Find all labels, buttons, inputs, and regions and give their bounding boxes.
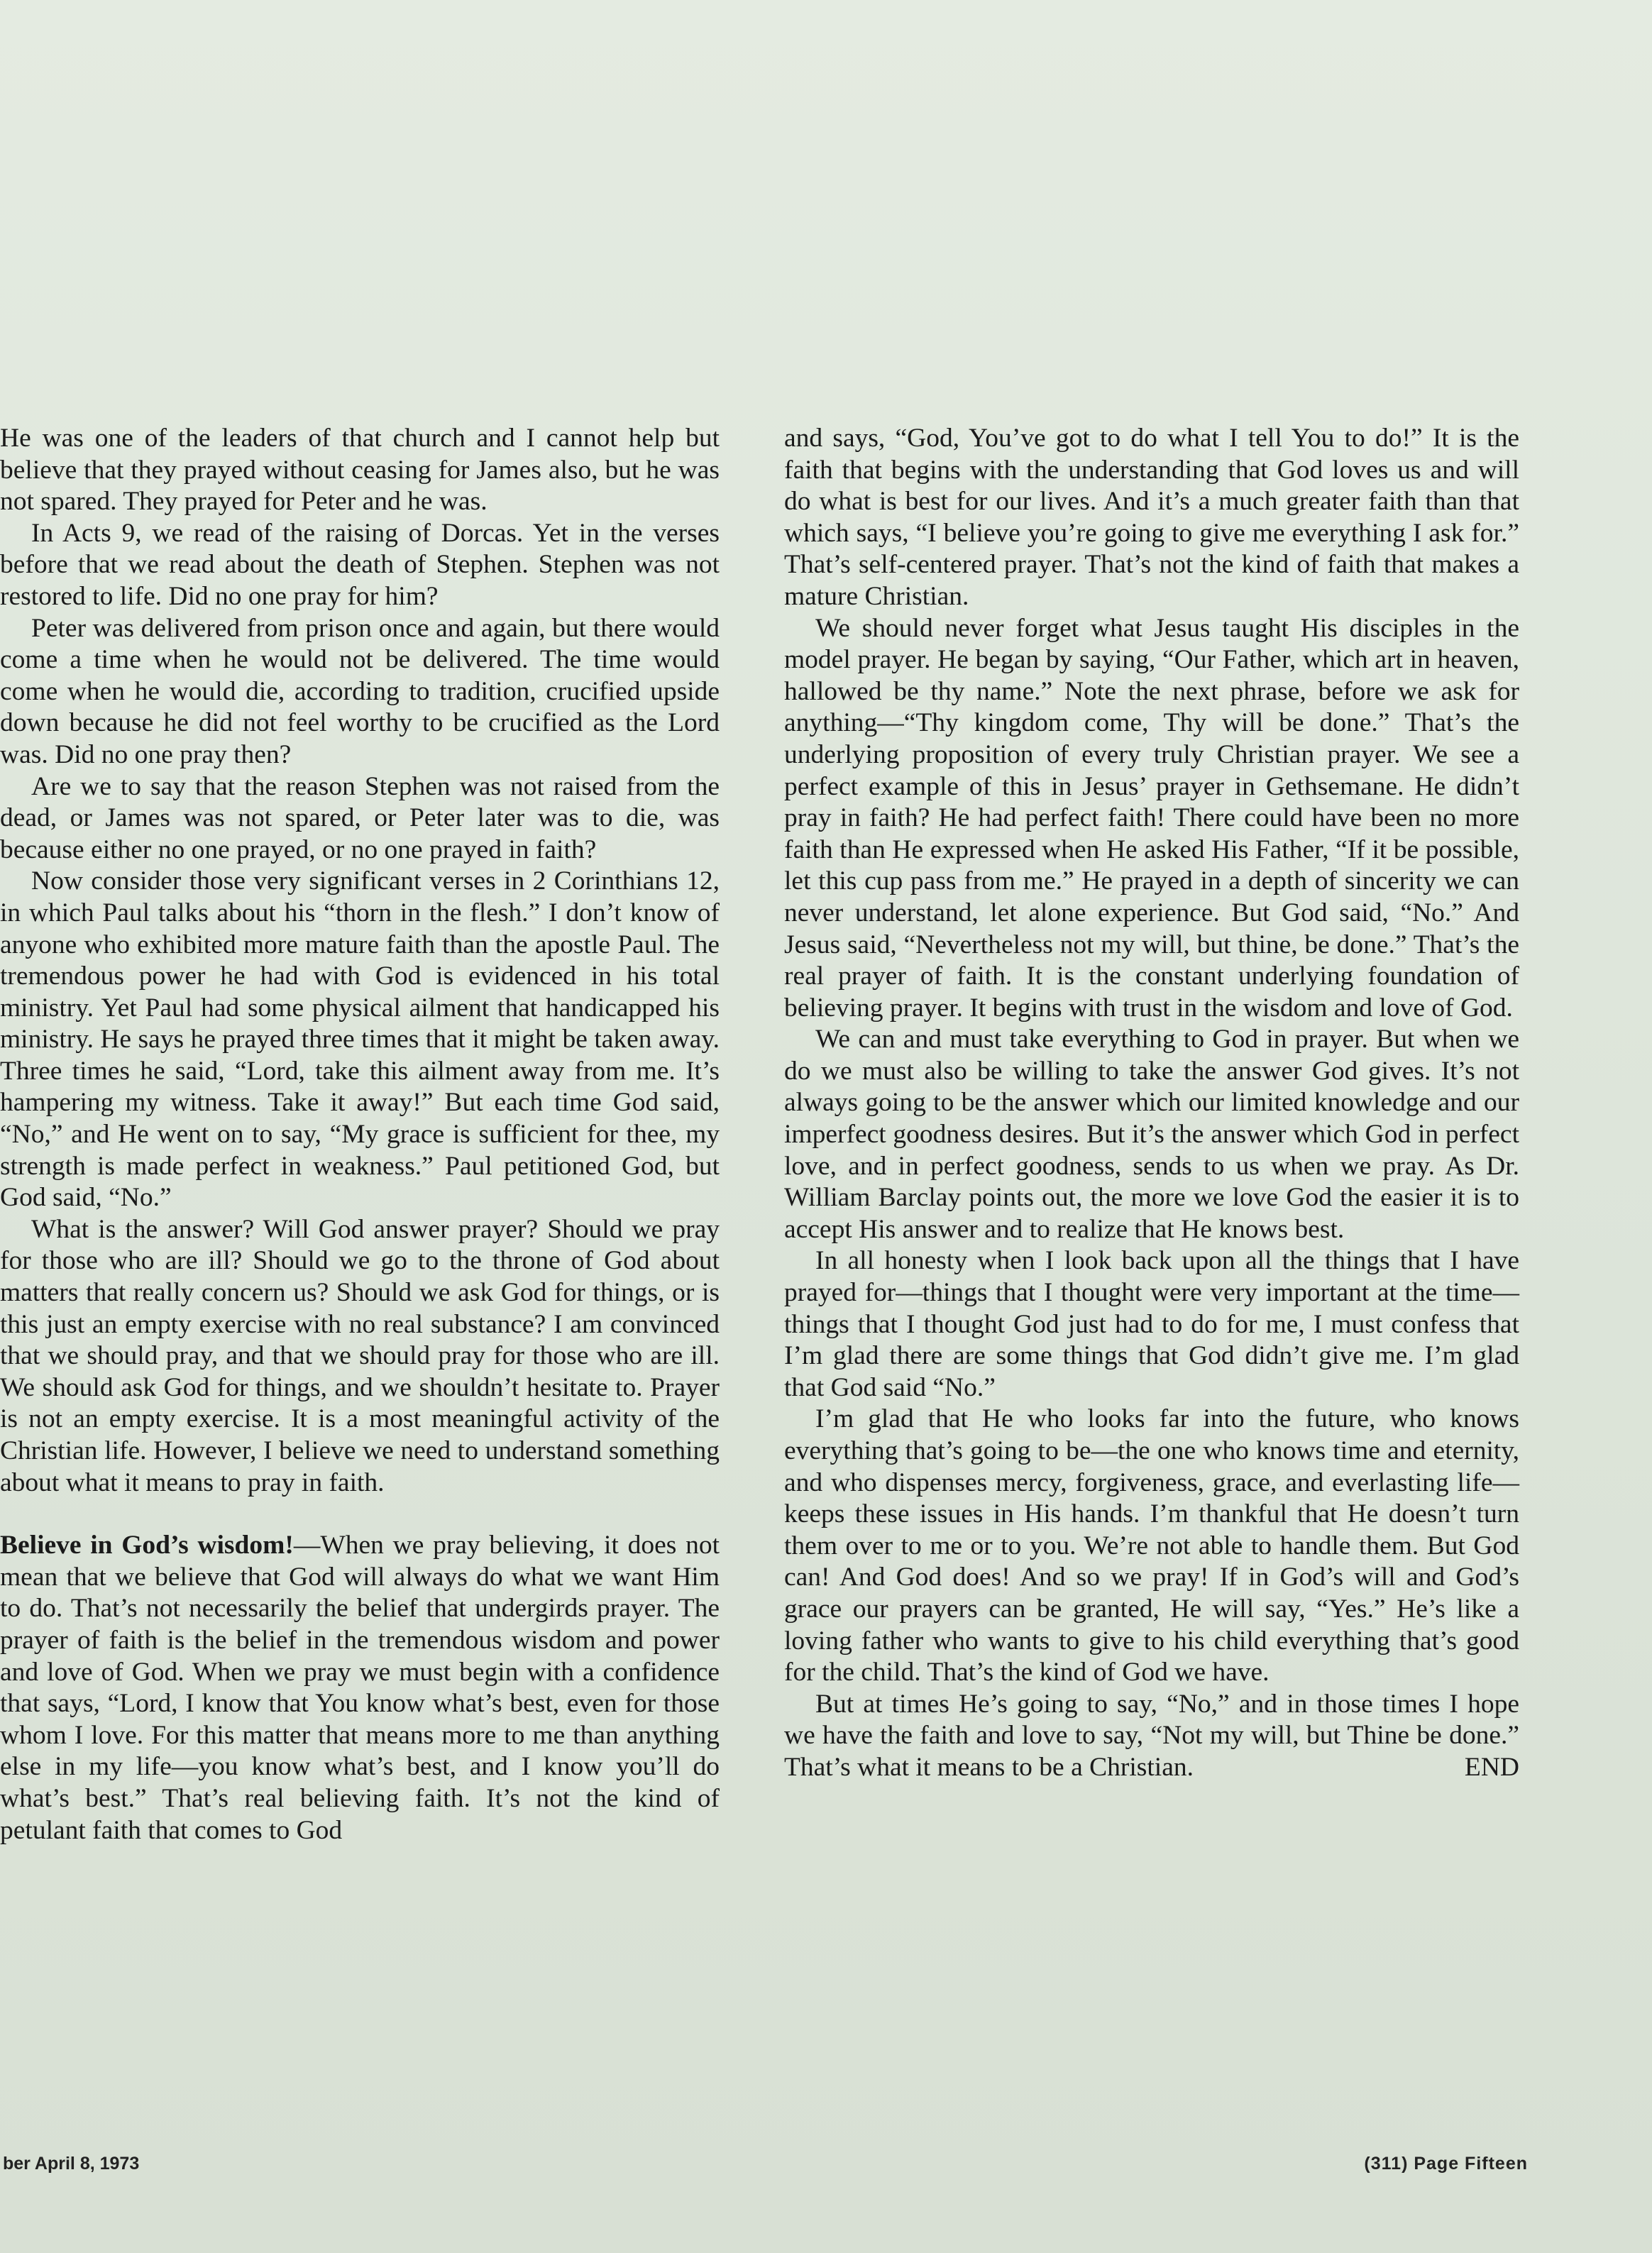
section-spacer — [0, 1499, 720, 1530]
paragraph: He was one of the leaders of that church and I cannot help but believe that they prayed without ceasing for James also, but he was not spared. They prayed for Peter and he was. — [0, 424, 720, 517]
paragraph: But at times He’s going to say, “No,” and in those times I hope we have the faith and love to say, “Not my will, but Thine be done.” That’s what it means to be a Christian. — [784, 1689, 1519, 1782]
paragraph: Are we to say that the reason Stephen was not raised from the dead, or James was not spared, or Peter later was to die, was because either no one prayed, or no one prayed in faith? — [0, 771, 720, 864]
paragraph: Peter was delivered from prison once and again, but there would come a time when he would not be delivered. The time would come when he would die, according to tradition, crucified upside down because he did not feel worthy to be crucified as the Lord was. Did no one pray then? — [0, 613, 720, 769]
paragraph: What is the answer? Will God answer prayer? Should we pray for those who are ill? Should we go to the throne of God about matters that really concern us? Should we ask God for things, or is this just an empty exercise with no real substance? I am convinced that we should pray, and that we should pray for those who are ill. We should ask God for things, and we shouldn’t hesitate to. Prayer is not an empty exercise. It is a most meaningful activity of the Christian life. However, I believe we need to understand something about what it means to pray in faith. — [0, 1214, 720, 1497]
paragraph: Now consider those very significant verses in 2 Corinthians 12, in which Paul talks about his “thorn in the flesh.” I don’t know of anyone who exhibited more mature faith than the apostle Paul. The tremendous power he had with God is evidenced in his total ministry. Yet Paul had some physical ailment that handicapped his ministry. He says he prayed three times that it might be taken away. Three times he said, “Lord, take this ailment away from me. It’s hampering my witness. Take it away!” But each time God said, “No,” and He went on to say, “My grace is sufficient for thee, my strength is made perfect in weakness.” Paul petitioned God, but God said, “No.” — [0, 866, 720, 1213]
section-subhead: Believe in God’s wisdom! — [0, 1531, 294, 1560]
subhead-paragraph — [0, 1530, 720, 1846]
paragraph: We can and must take everything to God in prayer. But when we do we must also be willing to take the answer God gives. It’s not always going to be the answer which our limited knowledge and our imperfect goodness desires. But it’s the answer which God in perfect love, and in perfect goodness, sends to us when we pray. As Dr. William Barclay points out, the more we love God the easier it is to accept His answer and to realize that He knows best. — [784, 1025, 1519, 1244]
paragraph: I’m glad that He who looks far into the future, who knows everything that’s going to be—the one who knows time and eternity, and who dispenses mercy, forgiveness, grace, and everlasting life—keeps these issues in His hands. I’m thankful that He doesn’t turn them over to me or to you. We’re not able to handle them. But God can! And God does! And so we pray! If in God’s will and God’s grace our prayers can be granted, He will say, “Yes.” He’s like a loving father who wants to give to his child everything that’s good for the child. That’s the kind of God we have. — [784, 1404, 1519, 1687]
right-column — [784, 423, 1519, 1784]
footer-page-number: (311) Page Fifteen — [1364, 2154, 1528, 2174]
paragraph: We should never forget what Jesus taught His disciples in the model prayer. He began by saying, “Our Father, which art in heaven, hallowed be thy name.” Note the next phrase, before we ask for anything—“Thy kingdom come, Thy will be done.” That’s the underlying proposition of every truly Christian prayer. We see a perfect example of this in Jesus’ prayer in Gethsemane. He didn’t pray in faith? He had perfect faith! There could have been no more faith than He expressed when He asked His Father, “If it be possible, let this cup pass from me.” He prayed in a depth of sincerity we can never understand, let alone experience. But God said, “No.” And Jesus said, “Nevertheless not my will, but thine, be done.” That’s the real prayer of faith. It is the constant underlying foundation of believing prayer. It begins with trust in the wisdom and love of God. — [784, 613, 1519, 1023]
left-column — [0, 423, 720, 1846]
paragraph: In Acts 9, we read of the raising of Dorcas. Yet in the verses before that we read about the death of Stephen. Stephen was not restored to life. Did no one pray for him? — [0, 518, 720, 611]
subhead-paragraph-text: —When we pray believing, it does not mean that we believe that God will always do what we want Him to do. That’s not necessarily the belief that undergirds prayer. The prayer of faith is the belief in the tremendous wisdom and power and love of God. When we pray we must begin with a confidence that says, “Lord, I know that You know what’s best, even for those whom I love. For this matter that means more to me than anything else in my life—you know what’s best, and I know you’ll do what’s best.” That’s real believing faith. It’s not the kind of petulant faith that comes to God — [0, 1531, 720, 1845]
paragraph: and says, “God, You’ve got to do what I tell You to do!” It is the faith that begins with the understanding that God loves us and will do what is best for our lives. And it’s a much greater faith than that which says, “I believe you’re going to give me everything I ask for.” That’s self-centered prayer. That’s not the kind of faith that makes a mature Christian. — [784, 424, 1519, 611]
paragraph: In all honesty when I look back upon all the things that I have prayed for—things that I thought were very important at the time—things that I thought God just had to do for me, I must confess that I’m glad there are some things that God didn’t give me. I’m glad that God said “No.” — [784, 1246, 1519, 1402]
footer-date: ber April 8, 1973 — [3, 2154, 140, 2174]
end-mark: END — [1464, 1752, 1519, 1782]
